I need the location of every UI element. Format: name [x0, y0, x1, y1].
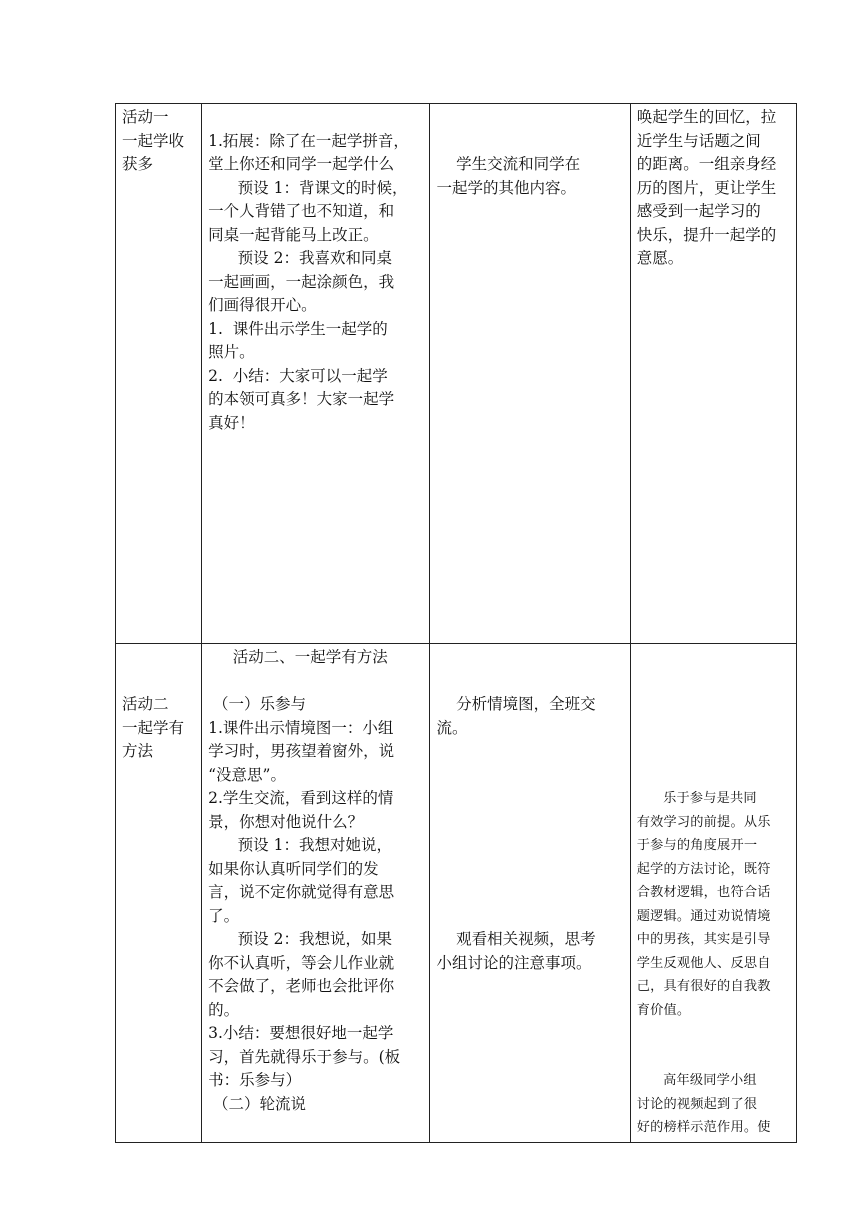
text-line: 观看相关视频，思考 [436, 930, 596, 948]
text-line [637, 646, 790, 670]
table-row-activity-1 [116, 104, 797, 644]
text-line: 于参与的角度展开一 [636, 838, 758, 853]
text-line [122, 646, 195, 670]
text-line: 分析情境图，全班交 [436, 695, 596, 713]
text-line [637, 670, 790, 694]
text-line: 同桌一起背能马上改正。 [208, 225, 379, 244]
text-line: 合教材逻辑，也符合话 [636, 885, 771, 900]
text-line: “没意思”。 [208, 765, 286, 784]
text-line: 你不认真听，等会儿作业就 [208, 953, 395, 972]
text-line [436, 646, 623, 670]
student-activity-text [430, 644, 629, 977]
text-line: 学习时，男孩望着窗外，说 [208, 742, 395, 760]
text-line [208, 106, 423, 130]
text-line [436, 811, 623, 835]
text-line: 一个人背错了也不知道，和 [208, 202, 395, 220]
text-line: 2. 小结：大家可以一起学 [208, 366, 388, 385]
activity-name [116, 644, 201, 766]
text-line: 育价值。 [636, 1002, 691, 1018]
text-line: 真好！ [208, 413, 255, 432]
text-line [637, 1022, 790, 1046]
teacher-activity-text [202, 104, 429, 437]
text-line: 3.小结：要想很好地一起学 [208, 1024, 394, 1042]
design-intent-text [631, 644, 796, 1142]
text-line: 2.学生交流，看到这样的情 [208, 789, 394, 807]
student-activity-text [430, 104, 629, 202]
text-line: 照片。 [208, 343, 255, 361]
teacher-activity-cell [202, 104, 430, 644]
activity-name-cell [116, 644, 202, 1143]
text-line: 的。 [208, 1000, 240, 1019]
text-line [637, 717, 790, 741]
text-line: （二）轮流说 [208, 1094, 307, 1113]
text-line [436, 130, 623, 154]
text-line [436, 858, 623, 882]
text-line: 乐于参与是共同 [636, 791, 757, 806]
design-intent-text [631, 104, 796, 273]
text-line [637, 740, 790, 764]
text-line: 活动一 [122, 108, 169, 126]
text-line: 己，具有很好的自我教 [636, 979, 771, 994]
student-activity-cell [430, 644, 630, 1143]
text-line: 活动二 [122, 695, 169, 713]
teacher-activity-text [202, 644, 429, 1118]
text-line: 快乐，提升一起学的 [636, 225, 777, 244]
teacher-activity-cell [202, 644, 430, 1143]
design-intent-cell [630, 644, 796, 1143]
lesson-plan-table [115, 103, 797, 1143]
text-line: 一起画画，一起涂颜色，我 [208, 272, 395, 291]
activity-name-cell [116, 104, 202, 644]
text-line: 小组讨论的注意事项。 [436, 953, 592, 972]
text-line: 流。 [436, 718, 468, 737]
table-row-activity-2 [116, 644, 797, 1143]
text-line [436, 905, 623, 929]
text-line: 近学生与话题之间 [636, 131, 761, 150]
text-line: 言，说不定你就觉得有意思 [208, 883, 395, 901]
text-line: 讨论的视频起到了很 [636, 1096, 758, 1112]
activity-name [116, 104, 201, 179]
text-line: 意愿。 [636, 249, 684, 267]
text-line: 预设 2：我喜欢和同桌 [208, 249, 392, 267]
text-line: 活动二、一起学有方法 [208, 648, 388, 666]
text-line [637, 693, 790, 717]
text-line: 感受到一起学习的 [636, 202, 761, 220]
text-line: 1.课件出示情境图一：小组 [208, 718, 394, 737]
text-line: 题逻辑。通过劝说情境 [636, 908, 771, 924]
text-line: 一起学收 [122, 131, 185, 150]
text-line: （一）乐参与 [208, 695, 307, 713]
text-line: 1. 课件出示学生一起学的 [208, 319, 388, 338]
text-line [436, 106, 623, 130]
text-line: 起学的方法讨论，既符 [636, 861, 771, 877]
text-line: 们画得很开心。 [208, 296, 317, 314]
text-line: 好的榜样示范作用。使 [636, 1120, 771, 1135]
text-line: 一起学有 [122, 718, 185, 737]
text-line: 书：乐参与） [208, 1071, 302, 1089]
text-line: 了。 [208, 906, 240, 925]
text-line [436, 740, 623, 764]
text-line: 唤起学生的回忆，拉 [636, 108, 777, 126]
text-line: 预设 1：背课文的时候， [208, 178, 408, 197]
text-line: 学生交流和同学在 [436, 155, 581, 173]
text-line [637, 1046, 790, 1070]
text-line: 获多 [122, 155, 154, 173]
text-line [436, 670, 623, 694]
text-line: 景，你想对他说什么？ [208, 812, 364, 831]
design-intent-cell [630, 104, 796, 644]
text-line: 如果你认真听同学们的发 [208, 859, 379, 878]
student-activity-cell [430, 104, 630, 644]
text-line: 一起学的其他内容。 [436, 178, 576, 197]
text-line [436, 881, 623, 905]
text-line [436, 787, 623, 811]
text-line [637, 764, 790, 788]
text-line [208, 670, 423, 694]
text-line: 预设 2：我想说，如果 [208, 930, 392, 948]
text-line: 方法 [122, 742, 154, 760]
text-line: 1.拓展：除了在一起学拼音， [208, 131, 409, 150]
text-line: 学生反观他人、反思自 [636, 955, 771, 971]
text-line [436, 764, 623, 788]
text-line [436, 834, 623, 858]
text-line: 预设 1：我想对她说， [208, 836, 392, 854]
text-line: 有效学习的前提。从乐 [636, 814, 771, 830]
text-line: 历的图片，更让学生 [636, 178, 777, 197]
text-line: 高年级同学小组 [636, 1073, 757, 1088]
text-line: 不会做了，老师也会批评你 [208, 977, 395, 995]
text-line: 的本领可真多！大家一起学 [208, 390, 395, 408]
text-line: 的距离。一组亲身经 [636, 155, 777, 173]
text-line: 中的男孩，其实是引导 [636, 932, 771, 947]
text-line [122, 670, 195, 694]
text-line: 堂上你还和同学一起学什么 [208, 155, 395, 173]
text-line: 习，首先就得乐于参与。(板 [208, 1047, 401, 1066]
